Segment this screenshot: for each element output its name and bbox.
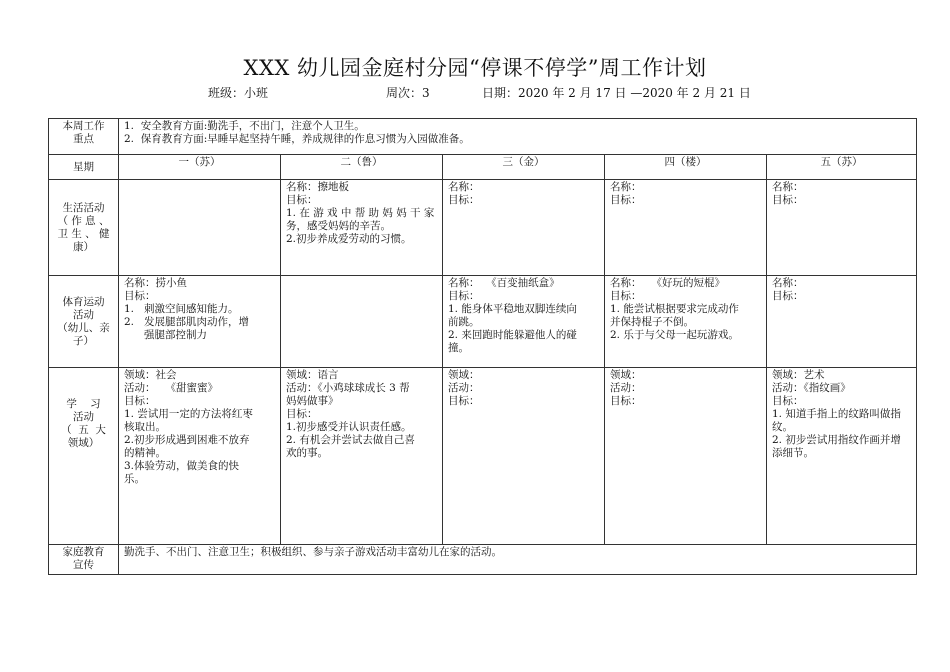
cell-line: 目标：: [772, 290, 804, 302]
cell-line: 活动：: [610, 382, 642, 394]
life-activity-row: [49, 180, 917, 276]
cell-line: 2. 发展腿部肌肉动作，增: [124, 316, 250, 328]
family-education-row: [49, 545, 917, 575]
weekly-plan-table: [48, 118, 917, 575]
cell-line: 2.初步形成遇到困难不放弃: [124, 434, 250, 446]
cell-line: 1. 能尝试根据要求完成动作: [610, 303, 739, 315]
label-line: 领域）: [67, 437, 100, 449]
cell-line: 2. 乐于与父母一起玩游戏。: [610, 329, 739, 341]
sports-cell: [281, 276, 443, 368]
study-cell: [443, 368, 605, 545]
label-line: （ 五 大: [61, 424, 106, 436]
label-line: 生活活动: [62, 202, 105, 214]
sports-cell: [443, 276, 605, 368]
sports-cell: [767, 276, 917, 368]
focus-row: [49, 119, 917, 155]
cell-line: 目标：: [772, 194, 804, 206]
cell-line: 目标：: [448, 290, 480, 302]
cell-line: 1. 在 游 戏 中 帮 助 妈 妈 干 家: [286, 207, 435, 219]
cell-line: 名称：: [610, 181, 642, 193]
label-line: 卫 生 、 健: [57, 228, 110, 240]
cell-line: 目标：: [448, 395, 480, 407]
sports-cell: [605, 276, 767, 368]
cell-line: 2. 有机会并尝试去做自己喜: [286, 434, 415, 446]
cell-line: 1.初步感受并认识责任感。: [286, 421, 412, 433]
cell-line: 乐。: [124, 473, 145, 485]
cell-line: 核取出。: [124, 421, 166, 433]
label-line: 康）: [73, 241, 94, 253]
cell-line: 目标：: [610, 290, 642, 302]
focus-content: [119, 119, 917, 155]
label-line: 体育运动: [62, 296, 105, 308]
cell-line: 领域：: [448, 369, 480, 381]
label-line: 活动: [73, 309, 94, 321]
cell-line: 添细节。: [772, 447, 814, 459]
life-cell: [281, 180, 443, 276]
cell-line: 1. 知道手指上的纹路叫做指: [772, 408, 901, 420]
life-cell: [443, 180, 605, 276]
cell-line: 名称：: [448, 181, 480, 193]
cell-line: 务，感受妈妈的辛苦。: [286, 220, 391, 232]
cell-line: 名称：捞小鱼: [124, 277, 187, 289]
cell-line: 活动：《小鸡球球成长 3 帮: [286, 382, 410, 394]
label-line: 学 习: [66, 398, 101, 410]
cell-line: 领域：艺术: [772, 369, 825, 381]
cell-line: 名称： 《好玩的短棍》: [610, 277, 726, 289]
sports-cell: [119, 276, 281, 368]
study-activity-label: [49, 368, 119, 545]
study-cell: [281, 368, 443, 545]
focus-item: 1. 安全教育方面:勤洗手，不出门，注意个人卫生。: [124, 120, 365, 132]
life-cell: [767, 180, 917, 276]
cell-line: 欢的事。: [286, 447, 328, 459]
study-cell: [767, 368, 917, 545]
class-label: 班级：小班: [208, 86, 269, 100]
sports-activity-row: [49, 276, 917, 368]
study-cell: [119, 368, 281, 545]
cell-line: 2. 初步尝试用指纹作画并增: [772, 434, 901, 446]
cell-line: 的精神。: [124, 447, 166, 459]
cell-line: 1. 刺激空间感知能力。: [124, 303, 239, 315]
cell-line: 1. 尝试用一定的方法将红枣: [124, 408, 253, 420]
week-label: 周次：3: [386, 86, 430, 100]
cell-line: 目标：: [772, 395, 804, 407]
cell-line: 目标：: [124, 395, 156, 407]
label-line: （ 作 息 、: [57, 215, 110, 227]
cell-line: 目标：: [286, 194, 318, 206]
page-title: XXX 幼儿园金庭村分园“停课不停学”周工作计划: [243, 56, 707, 80]
date-label: 日期：2020 年 2 月 17 日 —2020 年 2 月 21 日: [482, 86, 751, 100]
cell-line: 名称：: [772, 181, 804, 193]
cell-line: 领域：: [610, 369, 642, 381]
cell-line: 撞。: [448, 342, 469, 354]
cell-line: 目标：: [610, 194, 642, 206]
cell-line: 3.体验劳动，做美食的快: [124, 460, 240, 472]
cell-line: 目标：: [286, 408, 318, 420]
cell-line: 纹。: [772, 421, 793, 433]
cell-line: 并保持棍子不倒。: [610, 316, 694, 328]
cell-line: 目标：: [610, 395, 642, 407]
cell-line: 目标：: [124, 290, 156, 302]
day-header: 二（鲁）: [281, 155, 443, 180]
label-line: （幼儿、亲: [57, 322, 110, 334]
life-cell: [119, 180, 281, 276]
cell-line: 活动：《指纹画》: [772, 382, 851, 394]
day-header: 一（苏）: [119, 155, 281, 180]
cell-line: 前跳。: [448, 316, 480, 328]
day-header: 五（苏）: [767, 155, 917, 180]
family-education-content: 勤洗手、不出门、注意卫生；积极组织、参与亲子游戏活动丰富幼儿在家的活动。: [119, 545, 917, 575]
cell-line: 活动： 《甜蜜蜜》: [124, 382, 219, 394]
family-education-label: 家庭教育 宣传: [49, 545, 119, 575]
cell-line: 目标：: [448, 194, 480, 206]
day-header: 三（金）: [443, 155, 605, 180]
cell-line: 名称：擦地板: [286, 181, 349, 193]
focus-item: 2. 保育教育方面:早睡早起坚持午睡，养成规律的作息习惯为入园做准备。: [124, 133, 470, 145]
cell-line: 名称：: [772, 277, 804, 289]
cell-line: 2. 来回跑时能躲避他人的碰: [448, 329, 577, 341]
day-header: 四（楼）: [605, 155, 767, 180]
focus-label: 本周工作 重点: [49, 119, 119, 155]
days-row: [49, 155, 917, 180]
cell-line: 1. 能身体平稳地双脚连续向: [448, 303, 577, 315]
study-activity-row: [49, 368, 917, 545]
weekday-label: 星期: [49, 155, 119, 180]
cell-line: 2.初步养成爱劳动的习惯。: [286, 233, 412, 245]
label-line: 子）: [73, 335, 94, 347]
life-activity-label: [49, 180, 119, 276]
sports-activity-label: [49, 276, 119, 368]
label-line: 活动: [73, 411, 94, 423]
life-cell: [605, 180, 767, 276]
cell-line: 强腿部控制力: [124, 329, 208, 341]
cell-line: 名称： 《百变抽纸盒》: [448, 277, 560, 289]
cell-line: 领域：语言: [286, 369, 339, 381]
cell-line: 活动：: [448, 382, 480, 394]
cell-line: 妈妈做事》: [286, 395, 339, 407]
study-cell: [605, 368, 767, 545]
cell-line: 领域：社会: [124, 369, 177, 381]
